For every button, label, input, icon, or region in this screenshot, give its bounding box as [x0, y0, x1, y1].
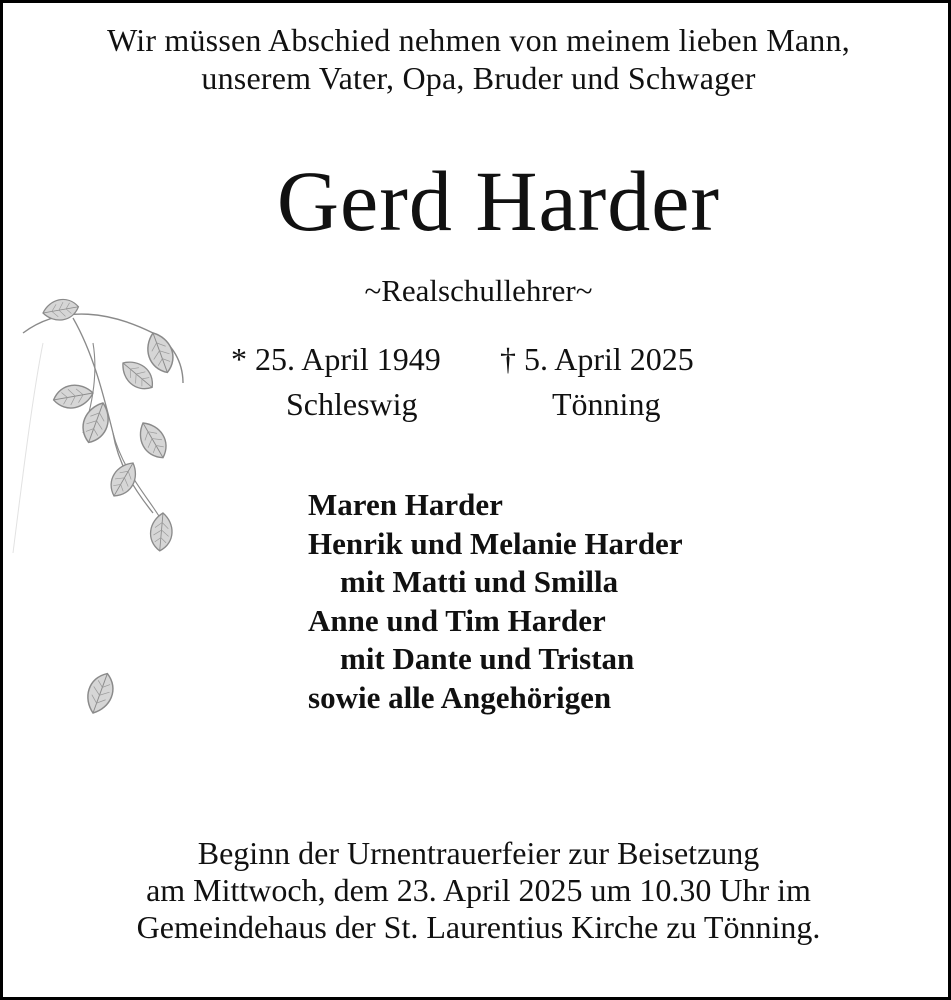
- mourner-line: mit Matti und Smilla: [340, 564, 619, 599]
- service-line-3: Gemeindehaus der St. Laurentius Kirche zu Tönning.: [136, 909, 821, 945]
- profession: ~Realschullehrer~: [364, 273, 593, 308]
- service-info: [3, 835, 951, 946]
- death-place: Tönning: [552, 386, 661, 422]
- birch-leaves-icon: [3, 273, 243, 743]
- death-date: † 5. April 2025: [500, 341, 694, 377]
- mourner-line: sowie alle Angehörigen: [308, 679, 612, 715]
- service-line-1: Beginn der Urnentrauerfeier zur Beisetzung: [197, 835, 760, 871]
- mourner-line: Anne und Tim Harder: [308, 602, 606, 638]
- birth-date: * 25. April 1949: [231, 341, 441, 377]
- mourner-line: Maren Harder: [308, 487, 503, 522]
- intro-line-1: Wir müssen Abschied nehmen von meinem lieben Mann,: [107, 22, 850, 58]
- mourners-list: [308, 486, 683, 717]
- birth-place: Schleswig: [286, 386, 418, 422]
- intro-line-2: unserem Vater, Opa, Bruder und Schwager: [201, 60, 756, 96]
- deceased-name: Gerd Harder: [276, 153, 721, 249]
- mourner-line: Henrik und Melanie Harder: [308, 525, 683, 561]
- mourner-line: mit Dante und Tristan: [340, 641, 635, 676]
- service-line-2: am Mittwoch, dem 23. April 2025 um 10.30 Uhr im: [146, 872, 811, 908]
- intro-text: [3, 21, 951, 97]
